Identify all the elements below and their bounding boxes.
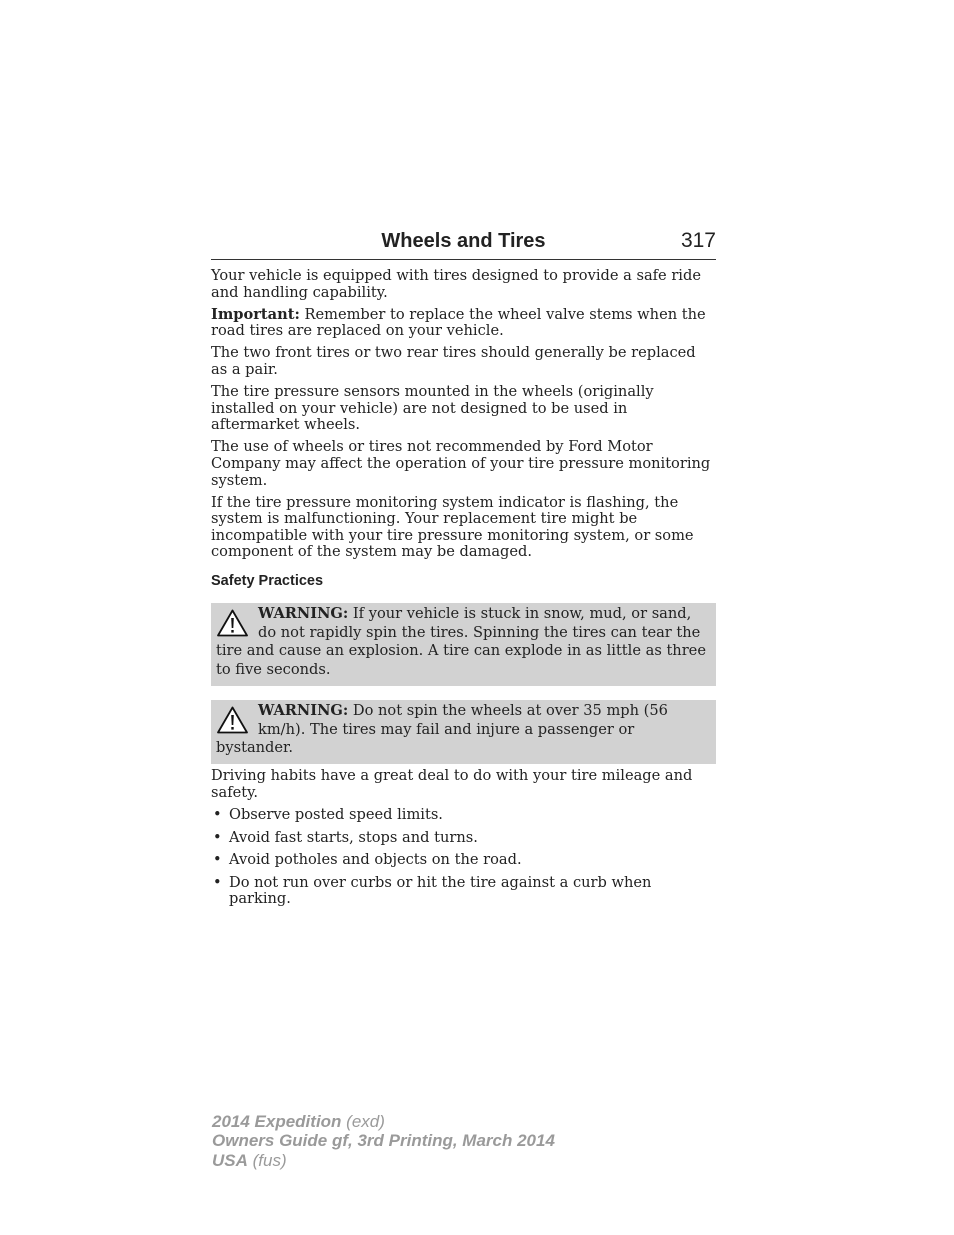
bullet-icon: • xyxy=(213,851,222,869)
bullet-icon: • xyxy=(213,828,222,846)
warning-triangle-icon xyxy=(216,608,249,638)
paragraph-recommended: The use of wheels or tires not recommended by Ford Motor Company may affect the operation of your tire pressure monitoring system. xyxy=(211,438,711,489)
safety-tips-list xyxy=(211,807,716,908)
page-content xyxy=(211,268,716,914)
list-item-text: Avoid fast starts, stops and turns. xyxy=(229,828,478,846)
warning-label: WARNING: xyxy=(258,701,349,719)
list-item xyxy=(211,830,716,847)
footer-model: 2014 Expedition xyxy=(212,1112,342,1131)
warning-box xyxy=(211,603,716,686)
paragraph-intro: Your vehicle is equipped with tires designed to provide a safe ride and handling capability. xyxy=(211,267,701,301)
bullet-icon: • xyxy=(213,873,222,891)
footer-guide: Owners Guide gf, 3rd Printing, March 2014 xyxy=(212,1131,555,1151)
page-number: 317 xyxy=(680,229,716,252)
list-item xyxy=(211,852,716,869)
warning-box xyxy=(211,700,716,764)
list-item-text: Do not run over curbs or hit the tire against a curb when parking. xyxy=(229,873,652,908)
footer-region-code: (fus) xyxy=(247,1150,287,1170)
page-title: Wheels and Tires xyxy=(381,230,546,252)
warning-label: WARNING: xyxy=(258,605,349,622)
footer-model-line xyxy=(212,1112,555,1131)
list-item xyxy=(211,875,716,908)
paragraph-driving-habits: Driving habits have a great deal to do with your tire mileage and safety. xyxy=(211,766,693,801)
paragraph-indicator: If the tire pressure monitoring system indicator is flashing, the system is malfunctioning. Your replacement tire might be incompatible with your tire pressure monitoring system, or some component of the system may be damaged. xyxy=(211,493,694,561)
list-item-text: Observe posted speed limits. xyxy=(229,806,443,824)
important-text: Remember to replace the wheel valve stems when the road tires are replaced on your vehicle. xyxy=(211,305,706,340)
page-header xyxy=(211,228,716,260)
footer-region: USA xyxy=(212,1150,248,1170)
warning-text: Do not spin the wheels at over 35 mph (56 km/h). The tires may fail and injure a passenger or bystander. xyxy=(216,701,668,757)
warning-text: If your vehicle is stuck in snow, mud, or sand, do not rapidly spin the tires. Spinning the tires can tear the tire and cause an explosion. A tire can explode in as little as three to five seconds. xyxy=(216,605,706,679)
list-item xyxy=(211,807,716,824)
footer-model-code: (exd) xyxy=(341,1112,385,1131)
warning-triangle-icon xyxy=(216,705,249,735)
page-footer xyxy=(212,1112,555,1170)
paragraph-sensors: The tire pressure sensors mounted in the wheels (originally installed on your vehicle) are not designed to be used in aftermarket wheels. xyxy=(211,383,654,434)
paragraph-pair-replacement: The two front tires or two rear tires should generally be replaced as a pair. xyxy=(211,344,696,378)
list-item-text: Avoid potholes and objects on the road. xyxy=(229,851,522,869)
footer-region-line xyxy=(212,1151,555,1170)
section-heading-safety: Safety Practices xyxy=(211,573,324,589)
paragraph-important xyxy=(211,307,716,340)
bullet-icon: • xyxy=(213,806,222,824)
important-label: Important: xyxy=(211,305,300,323)
